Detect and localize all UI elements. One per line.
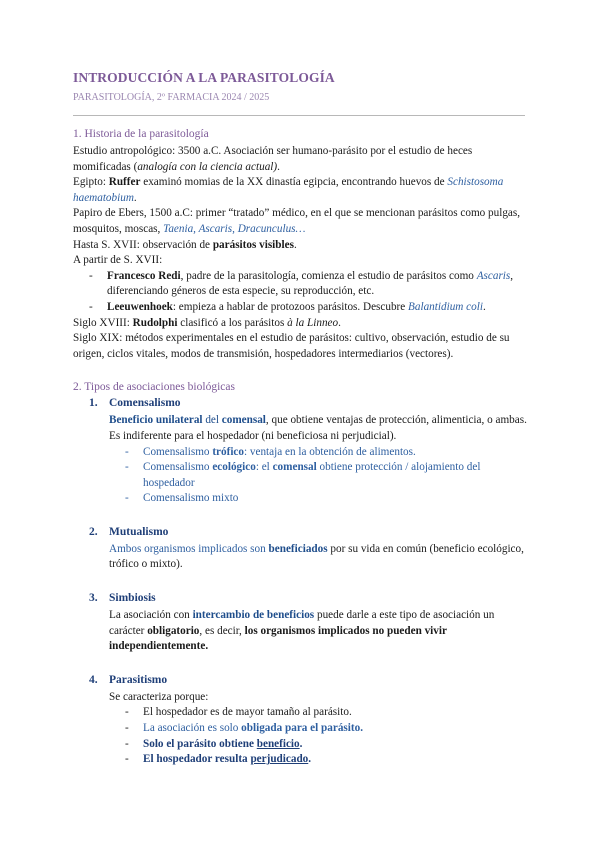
list-item: - Francesco Redi, padre de la parasitología, comienza el estudio de parásitos como Ascaris, diferenciando géneros de esta especie, su reproducción, etc. <box>89 269 514 298</box>
list-item: - El hospedador es de mayor tamaño al parásito. <box>125 706 352 719</box>
paragraph-xviii: Siglo XVIII: Rudolphi clasificó a los parásitos à la Linneo. <box>73 316 341 329</box>
history-bullets <box>73 269 528 316</box>
mutualismo-description: Ambos organismos implicados son beneficiados por su vida en común (beneficio ecológico, trófico o mixto). <box>109 542 524 571</box>
item-simbiosis-heading: 3. Simbiosis <box>89 592 156 605</box>
list-item: - Comensalismo trófico: ventaja en la obtención de alimentos. <box>125 445 416 458</box>
parasitismo-description: Se caracteriza porque: <box>109 690 209 703</box>
paragraph-from-xvii: A partir de S. XVII: <box>73 254 163 267</box>
comensalismo-description: Beneficio unilateral del comensal, que obtiene ventajas de protección, alimenticia, o ambas. Es indiferente para el hospedador (ni beneficiosa ni perjudicial). <box>109 414 527 442</box>
paragraph-ebers: Papiro de Ebers, 1500 a.C: primer “tratado” médico, en el que se mencionan parásitos como pulgas, mosquitos, moscas, Taenia, Ascaris, Dracunculus… <box>73 207 521 235</box>
list-item: - Comensalismo ecológico: el comensal obtiene protección / alojamiento del hospedador <box>125 461 481 489</box>
document-title: INTRODUCCIÓN A LA PARASITOLOGÍA <box>73 70 335 85</box>
section-1-heading: 1. Historia de la parasitología <box>73 128 209 140</box>
item-comensalismo-heading: 1. Comensalismo <box>89 397 181 410</box>
parasitismo-features <box>73 705 528 767</box>
section-2-heading: 2. Tipos de asociaciones biológicas <box>73 381 235 394</box>
document-subtitle: PARASITOLOGÍA, 2º FARMACIA 2024 / 2025 <box>73 92 270 103</box>
paragraph-anthropology: Estudio antropológico: 3500 a.C. Asociación ser humano-parásito por el estudio de heces momificadas (analogía con la ciencia actual). <box>73 145 473 173</box>
item-parasitismo-heading: 4. Parasitismo <box>89 673 168 686</box>
list-item: - Solo el parásito obtiene beneficio. <box>125 737 303 750</box>
list-item: - Leeuwenhoek: empieza a hablar de protozoos parásitos. Descubre Balantidium coli. <box>89 300 486 313</box>
paragraph-xix: Siglo XIX: métodos experimentales en el estudio de parásitos: cultivo, observación, estudio de su origen, ciclos vitales, modos de transmisión, hospedadores intermediarios (vectores). <box>73 332 510 360</box>
item-mutualismo-heading: 2. Mutualismo <box>89 525 169 538</box>
document-page <box>73 70 528 768</box>
paragraph-egypt: Egipto: Ruffer examinó momias de la XX dinastía egipcia, encontrando huevos de Schistosoma haematobium. <box>73 176 504 204</box>
list-item: - El hospedador resulta perjudicado. <box>125 753 312 766</box>
list-item: - Comensalismo mixto <box>125 492 239 505</box>
list-item: - La asociación es solo obligada para el parásito. <box>125 722 363 735</box>
simbiosis-description: La asociación con intercambio de beneficios puede darle a este tipo de asociación un carácter obligatorio, es decir, los organismos implicados no pueden vivir independientemente. <box>109 609 495 653</box>
comensalismo-types <box>73 445 528 507</box>
paragraph-xvii: Hasta S. XVII: observación de parásitos visibles. <box>73 238 297 251</box>
